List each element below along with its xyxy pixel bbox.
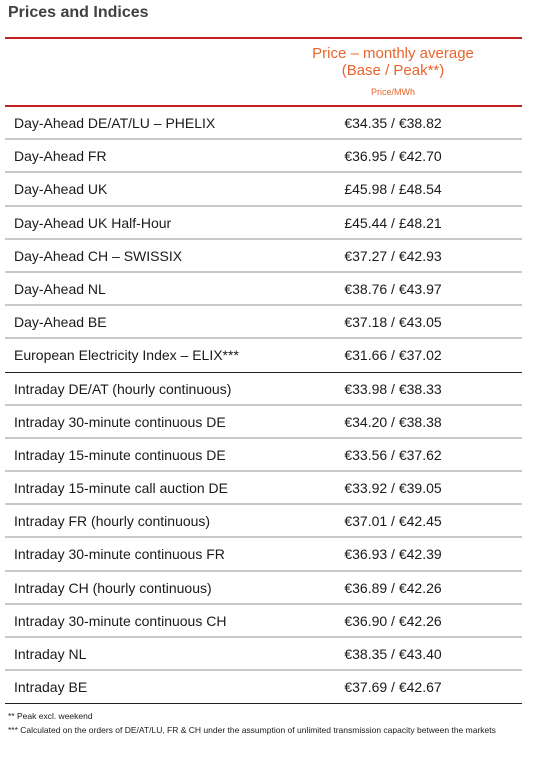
- row-value: €33.98 / €38.33: [344, 380, 442, 397]
- table-row: [5, 240, 522, 273]
- table-row: [5, 538, 522, 571]
- top-rule: [5, 37, 522, 39]
- row-value: €36.93 / €42.39: [344, 546, 442, 563]
- table-row: [5, 306, 522, 339]
- row-value: €37.01 / €42.45: [344, 513, 442, 530]
- row-value: €36.90 / €42.26: [344, 612, 442, 629]
- table-row: [5, 505, 522, 538]
- table-row: [5, 572, 522, 605]
- row-value: €37.69 / €42.67: [344, 679, 442, 696]
- table-row: [5, 140, 522, 173]
- row-label: Intraday 30-minute continuous FR: [14, 546, 225, 563]
- table-row: [5, 638, 522, 671]
- row-label: Intraday 15-minute call auction DE: [14, 480, 228, 497]
- row-label: Intraday CH (hourly continuous): [14, 579, 212, 596]
- row-value: €38.35 / €43.40: [344, 646, 442, 662]
- row-value: £45.98 / £48.54: [344, 181, 442, 198]
- table-row: [5, 273, 522, 306]
- row-label: Day-Ahead DE/AT/LU – PHELIX: [14, 115, 216, 131]
- column-header: [264, 45, 522, 98]
- row-label: Day-Ahead UK: [14, 181, 108, 198]
- table-row: [5, 472, 522, 505]
- table-row: [5, 173, 522, 206]
- row-label: Day-Ahead FR: [14, 148, 107, 165]
- row-label: Intraday 15-minute continuous DE: [14, 446, 226, 463]
- row-label: Intraday FR (hourly continuous): [14, 513, 211, 530]
- row-label: Intraday 30-minute continuous DE: [14, 413, 226, 430]
- table-row: [5, 406, 522, 439]
- row-value: €36.95 / €42.70: [344, 148, 442, 165]
- row-value: £45.44 / £48.21: [344, 214, 442, 231]
- price-table: [5, 107, 522, 704]
- row-label: Intraday DE/AT (hourly continuous): [14, 380, 232, 397]
- row-label: Intraday 30-minute continuous CH: [14, 612, 227, 629]
- column-header-unit: Price/MWh: [370, 87, 415, 97]
- table-row: [5, 207, 522, 240]
- table-row: [5, 373, 522, 406]
- row-value: €33.92 / €39.05: [344, 480, 442, 497]
- row-label: Intraday NL: [14, 646, 87, 662]
- table-row: [5, 605, 522, 638]
- table-row: [5, 107, 522, 140]
- page-title: Prices and Indices: [8, 4, 149, 21]
- row-value: €37.27 / €42.93: [344, 247, 442, 264]
- row-label: Day-Ahead CH – SWISSIX: [14, 247, 183, 264]
- row-label: Day-Ahead UK Half-Hour: [14, 214, 172, 231]
- row-value: €38.76 / €43.97: [344, 280, 442, 297]
- row-value: €36.89 / €42.26: [344, 579, 442, 596]
- footnote-elix: *** Calculated on the orders of DE/AT/LU, FR & CH under the assumption of unlimited transmission capacity between the markets: [8, 725, 496, 735]
- row-label: Day-Ahead NL: [14, 280, 106, 297]
- column-header-line2: (Base / Peak**): [341, 62, 445, 79]
- footnotes: [8, 709, 508, 737]
- row-value: €31.66 / €37.02: [344, 347, 442, 364]
- footnote-peak: ** Peak excl. weekend: [8, 711, 93, 721]
- row-value: €34.20 / €38.38: [344, 413, 442, 430]
- table-row: [5, 339, 522, 372]
- row-value: €33.56 / €37.62: [344, 446, 442, 463]
- row-label: Day-Ahead BE: [14, 314, 107, 331]
- row-value: €34.35 / €38.82: [344, 115, 442, 131]
- row-label: European Electricity Index – ELIX***: [14, 347, 239, 364]
- row-value: €37.18 / €43.05: [344, 314, 442, 331]
- table-row: [5, 439, 522, 472]
- row-label: Intraday BE: [14, 679, 88, 696]
- column-header-line1: Price – monthly average: [312, 45, 474, 62]
- table-row: [5, 671, 522, 704]
